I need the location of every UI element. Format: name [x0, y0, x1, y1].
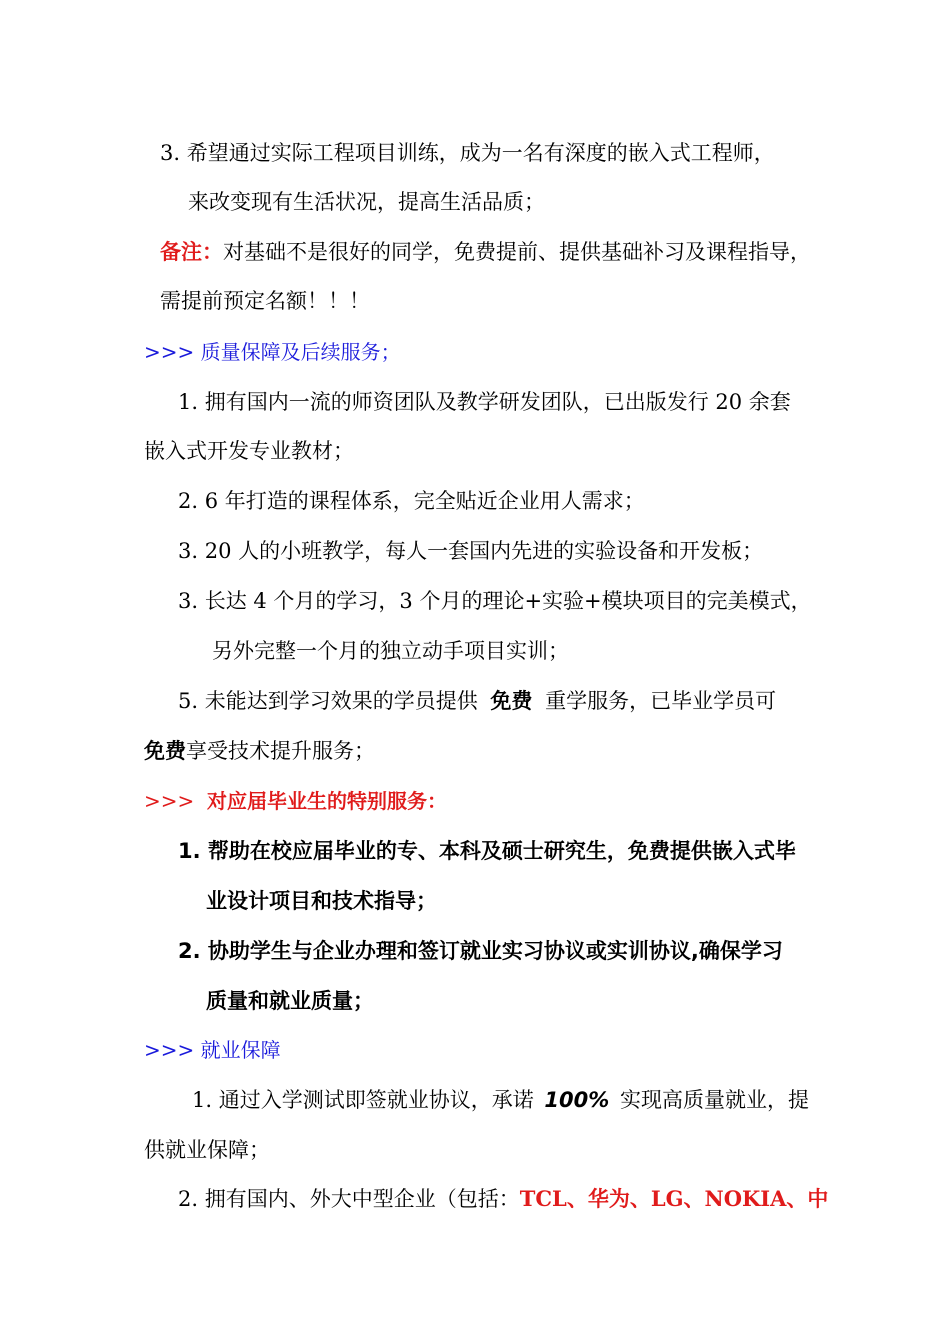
employment-heading-title: 就业保障 — [200, 1038, 281, 1062]
quality-item-5-line-2-free: 免费 — [144, 739, 186, 763]
employment-item-1-pre: 1. 通过入学测试即签就业协议，承诺 — [192, 1088, 534, 1112]
quality-item-5-free: 免费 — [490, 689, 533, 713]
employment-item-1-percent: 100% — [544, 1088, 610, 1112]
quality-heading-prefix: >>> — [144, 340, 195, 364]
quality-item-4-line-2: 另外完整一个月的独立动手项目实训； — [212, 639, 569, 663]
graduates-item-1-line-2: 业设计项目和技术指导； — [206, 889, 437, 913]
employment-heading — [144, 1035, 281, 1065]
employment-item-2-pre: 2. 拥有国内、外大中型企业（包括： — [178, 1187, 520, 1211]
graduates-item-2-line-1: 2. 协助学生与企业办理和签订就业实习协议或实训协议,确保学习 — [178, 939, 783, 963]
quality-item-5-line-1 — [178, 686, 776, 716]
graduates-heading — [144, 786, 447, 816]
graduates-heading-title: 对应届毕业生的特别服务： — [207, 789, 447, 813]
note-line-2: 需提前预定名额！！！ — [160, 289, 370, 313]
quality-item-1-line-1: 1. 拥有国内一流的师资团队及教学研发团队，已出版发行 20 余套 — [178, 390, 791, 414]
quality-item-5-pre: 5. 未能达到学习效果的学员提供 — [178, 689, 478, 713]
employment-item-2-companies: TCL、华为、LG、NOKIA、中 — [519, 1186, 829, 1211]
quality-item-2: 2. 6 年打造的课程体系，完全贴近企业用人需求； — [178, 489, 645, 513]
quality-item-4-line-1: 3. 长达 4 个月的学习，3 个月的理论+实验+模块项目的完美模式， — [178, 589, 812, 613]
quality-heading-title: 质量保障及后续服务； — [200, 340, 401, 364]
graduates-item-1-line-1: 1. 帮助在校应届毕业的专、本科及硕士研究生，免费提供嵌入式毕 — [178, 839, 796, 863]
employment-item-1-line-1 — [192, 1085, 809, 1115]
intro-item-3-line-1: 3. 希望通过实际工程项目训练，成为一名有深度的嵌入式工程师， — [160, 141, 775, 165]
quality-heading — [144, 337, 401, 367]
intro-item-3-line-2: 来改变现有生活状况，提高生活品质； — [188, 190, 545, 214]
quality-item-1-line-2: 嵌入式开发专业教材； — [144, 439, 354, 463]
employment-heading-prefix: >>> — [144, 1038, 195, 1062]
graduates-item-2-line-2: 质量和就业质量； — [206, 989, 374, 1013]
quality-item-5-line-2-rest: 享受技术提升服务； — [186, 739, 375, 763]
employment-item-2-line-1 — [178, 1184, 828, 1214]
employment-item-1-post: 实现高质量就业，提 — [619, 1088, 809, 1112]
note-line-1 — [160, 237, 811, 267]
employment-item-1-line-2: 供就业保障； — [144, 1138, 270, 1162]
quality-item-5-line-2 — [144, 736, 375, 766]
quality-item-3: 3. 20 人的小班教学，每人一套国内先进的实验设备和开发板； — [178, 539, 764, 563]
graduates-heading-prefix: >>> — [144, 789, 195, 813]
quality-item-5-post: 重学服务，已毕业学员可 — [545, 689, 777, 713]
note-text: 对基础不是很好的同学，免费提前、提供基础补习及课程指导， — [223, 240, 811, 264]
note-label: 备注： — [160, 240, 223, 264]
